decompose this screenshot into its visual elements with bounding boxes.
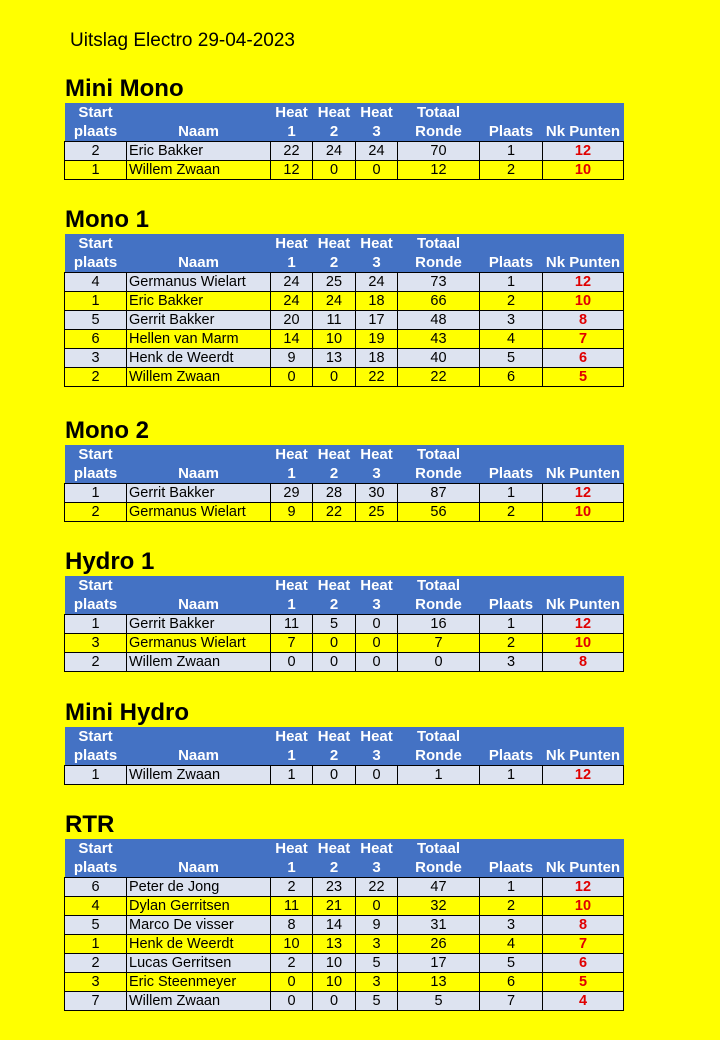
cell-naam: Germanus Wielart (127, 634, 271, 653)
table-row (65, 311, 624, 330)
table-row (65, 368, 624, 387)
cell-totaal: 70 (398, 142, 480, 161)
cell-start: 5 (65, 311, 127, 330)
table-row (65, 916, 624, 935)
cell-start: 1 (65, 161, 127, 180)
cell-heat3: 25 (356, 503, 398, 522)
cell-plaats: 5 (480, 954, 543, 973)
cell-heat2: 0 (313, 634, 356, 653)
section-title: Hydro 1 (65, 548, 155, 575)
results-table (64, 727, 624, 785)
cell-heat1: 2 (271, 954, 313, 973)
header-heat-2: Heat 2 (313, 103, 356, 142)
cell-heat1: 8 (271, 916, 313, 935)
header-start-plaats: Start plaats (65, 234, 127, 273)
cell-totaal: 13 (398, 973, 480, 992)
cell-heat2: 23 (313, 878, 356, 897)
cell-heat1: 22 (271, 142, 313, 161)
cell-heat3: 0 (356, 161, 398, 180)
section-title: Mono 1 (65, 206, 149, 233)
header-heat-3: Heat 3 (356, 103, 398, 142)
cell-heat1: 11 (271, 897, 313, 916)
results-section (64, 206, 623, 387)
header-plaats: Plaats (480, 727, 543, 766)
cell-start: 4 (65, 897, 127, 916)
cell-naam: Lucas Gerritsen (127, 954, 271, 973)
cell-heat3: 5 (356, 954, 398, 973)
header-nk-punten: Nk Punten (543, 445, 624, 484)
cell-naam: Gerrit Bakker (127, 484, 271, 503)
header-plaats: Plaats (480, 576, 543, 615)
results-section (64, 75, 623, 180)
cell-naam: Hellen van Marm (127, 330, 271, 349)
cell-plaats: 5 (480, 349, 543, 368)
cell-heat2: 14 (313, 916, 356, 935)
cell-plaats: 3 (480, 311, 543, 330)
header-heat-2: Heat 2 (313, 727, 356, 766)
cell-nk-punten: 8 (543, 653, 624, 672)
cell-naam: Eric Bakker (127, 292, 271, 311)
table-row (65, 954, 624, 973)
table-row (65, 634, 624, 653)
cell-totaal: 32 (398, 897, 480, 916)
results-table (64, 445, 624, 522)
table-row (65, 653, 624, 672)
cell-totaal: 31 (398, 916, 480, 935)
cell-plaats: 2 (480, 634, 543, 653)
cell-heat2: 0 (313, 161, 356, 180)
cell-naam: Germanus Wielart (127, 503, 271, 522)
cell-totaal: 0 (398, 653, 480, 672)
cell-heat1: 24 (271, 273, 313, 292)
cell-heat1: 2 (271, 878, 313, 897)
cell-heat1: 0 (271, 653, 313, 672)
cell-heat2: 28 (313, 484, 356, 503)
cell-heat2: 10 (313, 954, 356, 973)
header-heat-1: Heat 1 (271, 839, 313, 878)
cell-plaats: 7 (480, 992, 543, 1011)
cell-nk-punten: 10 (543, 161, 624, 180)
results-table (64, 839, 624, 1011)
table-row (65, 973, 624, 992)
cell-start: 2 (65, 142, 127, 161)
cell-nk-punten: 12 (543, 142, 624, 161)
cell-totaal: 48 (398, 311, 480, 330)
header-row (65, 234, 624, 273)
cell-totaal: 43 (398, 330, 480, 349)
cell-heat1: 1 (271, 766, 313, 785)
header-plaats: Plaats (480, 839, 543, 878)
results-table (64, 576, 624, 672)
header-heat-3: Heat 3 (356, 727, 398, 766)
cell-heat3: 24 (356, 273, 398, 292)
cell-start: 1 (65, 615, 127, 634)
cell-start: 3 (65, 634, 127, 653)
cell-plaats: 4 (480, 935, 543, 954)
cell-heat3: 30 (356, 484, 398, 503)
results-table (64, 103, 624, 180)
cell-plaats: 1 (480, 142, 543, 161)
header-row (65, 445, 624, 484)
cell-naam: Willem Zwaan (127, 161, 271, 180)
cell-heat1: 0 (271, 973, 313, 992)
cell-heat2: 10 (313, 973, 356, 992)
cell-heat3: 0 (356, 615, 398, 634)
cell-heat3: 17 (356, 311, 398, 330)
cell-heat2: 21 (313, 897, 356, 916)
header-heat-3: Heat 3 (356, 234, 398, 273)
cell-naam: Willem Zwaan (127, 992, 271, 1011)
header-heat-1: Heat 1 (271, 103, 313, 142)
cell-nk-punten: 10 (543, 503, 624, 522)
cell-naam: Gerrit Bakker (127, 615, 271, 634)
cell-totaal: 5 (398, 992, 480, 1011)
cell-start: 3 (65, 973, 127, 992)
cell-start: 4 (65, 273, 127, 292)
cell-start: 2 (65, 368, 127, 387)
table-row (65, 878, 624, 897)
cell-heat2: 0 (313, 653, 356, 672)
cell-nk-punten: 8 (543, 311, 624, 330)
cell-naam: Henk de Weerdt (127, 349, 271, 368)
section-title: Mini Hydro (65, 699, 189, 726)
cell-start: 1 (65, 484, 127, 503)
cell-heat2: 0 (313, 368, 356, 387)
cell-heat1: 0 (271, 368, 313, 387)
cell-heat3: 3 (356, 973, 398, 992)
table-row (65, 292, 624, 311)
header-nk-punten: Nk Punten (543, 839, 624, 878)
cell-plaats: 2 (480, 503, 543, 522)
cell-naam: Eric Steenmeyer (127, 973, 271, 992)
header-totaal-ronde: Totaal Ronde (398, 234, 480, 273)
cell-plaats: 3 (480, 916, 543, 935)
cell-naam: Marco De visser (127, 916, 271, 935)
header-naam: Naam (127, 103, 271, 142)
cell-heat1: 9 (271, 503, 313, 522)
header-start-plaats: Start plaats (65, 445, 127, 484)
cell-heat3: 18 (356, 349, 398, 368)
cell-heat2: 24 (313, 142, 356, 161)
cell-totaal: 1 (398, 766, 480, 785)
header-naam: Naam (127, 576, 271, 615)
table-row (65, 484, 624, 503)
cell-heat1: 0 (271, 992, 313, 1011)
results-section (64, 811, 623, 1011)
cell-plaats: 6 (480, 368, 543, 387)
header-heat-2: Heat 2 (313, 576, 356, 615)
cell-plaats: 1 (480, 484, 543, 503)
cell-totaal: 47 (398, 878, 480, 897)
header-plaats: Plaats (480, 234, 543, 273)
cell-naam: Willem Zwaan (127, 766, 271, 785)
cell-start: 6 (65, 878, 127, 897)
cell-start: 1 (65, 292, 127, 311)
header-totaal-ronde: Totaal Ronde (398, 839, 480, 878)
header-totaal-ronde: Totaal Ronde (398, 445, 480, 484)
cell-plaats: 2 (480, 292, 543, 311)
cell-nk-punten: 7 (543, 330, 624, 349)
results-section (64, 548, 623, 672)
cell-heat3: 22 (356, 878, 398, 897)
cell-plaats: 4 (480, 330, 543, 349)
header-row (65, 103, 624, 142)
cell-nk-punten: 10 (543, 292, 624, 311)
table-row (65, 273, 624, 292)
table-row (65, 935, 624, 954)
header-row (65, 727, 624, 766)
cell-nk-punten: 5 (543, 973, 624, 992)
cell-plaats: 2 (480, 161, 543, 180)
cell-plaats: 1 (480, 273, 543, 292)
header-heat-2: Heat 2 (313, 234, 356, 273)
cell-heat2: 5 (313, 615, 356, 634)
cell-heat2: 0 (313, 992, 356, 1011)
header-nk-punten: Nk Punten (543, 576, 624, 615)
header-totaal-ronde: Totaal Ronde (398, 727, 480, 766)
results-table (64, 234, 624, 387)
header-nk-punten: Nk Punten (543, 727, 624, 766)
header-heat-1: Heat 1 (271, 727, 313, 766)
cell-start: 5 (65, 916, 127, 935)
cell-heat1: 11 (271, 615, 313, 634)
cell-heat2: 0 (313, 766, 356, 785)
table-row (65, 503, 624, 522)
cell-heat1: 10 (271, 935, 313, 954)
cell-heat1: 24 (271, 292, 313, 311)
cell-start: 6 (65, 330, 127, 349)
header-nk-punten: Nk Punten (543, 234, 624, 273)
cell-heat2: 24 (313, 292, 356, 311)
table-row (65, 349, 624, 368)
cell-plaats: 3 (480, 653, 543, 672)
cell-nk-punten: 8 (543, 916, 624, 935)
cell-totaal: 56 (398, 503, 480, 522)
header-plaats: Plaats (480, 103, 543, 142)
cell-heat3: 0 (356, 634, 398, 653)
cell-totaal: 22 (398, 368, 480, 387)
cell-heat3: 0 (356, 653, 398, 672)
cell-start: 2 (65, 653, 127, 672)
cell-naam: Germanus Wielart (127, 273, 271, 292)
cell-nk-punten: 6 (543, 954, 624, 973)
cell-heat2: 13 (313, 935, 356, 954)
header-totaal-ronde: Totaal Ronde (398, 103, 480, 142)
cell-naam: Henk de Weerdt (127, 935, 271, 954)
cell-nk-punten: 10 (543, 634, 624, 653)
header-heat-3: Heat 3 (356, 576, 398, 615)
cell-totaal: 66 (398, 292, 480, 311)
cell-nk-punten: 6 (543, 349, 624, 368)
cell-totaal: 16 (398, 615, 480, 634)
table-row (65, 897, 624, 916)
table-row (65, 766, 624, 785)
cell-heat3: 19 (356, 330, 398, 349)
header-heat-3: Heat 3 (356, 445, 398, 484)
cell-heat3: 18 (356, 292, 398, 311)
header-totaal-ronde: Totaal Ronde (398, 576, 480, 615)
header-heat-2: Heat 2 (313, 839, 356, 878)
cell-plaats: 2 (480, 897, 543, 916)
cell-heat1: 14 (271, 330, 313, 349)
header-heat-1: Heat 1 (271, 234, 313, 273)
cell-heat3: 0 (356, 897, 398, 916)
cell-start: 1 (65, 766, 127, 785)
cell-heat2: 10 (313, 330, 356, 349)
cell-nk-punten: 12 (543, 878, 624, 897)
header-naam: Naam (127, 839, 271, 878)
cell-naam: Gerrit Bakker (127, 311, 271, 330)
cell-heat1: 7 (271, 634, 313, 653)
header-start-plaats: Start plaats (65, 839, 127, 878)
header-start-plaats: Start plaats (65, 103, 127, 142)
page-title: Uitslag Electro 29-04-2023 (70, 30, 295, 51)
cell-nk-punten: 12 (543, 766, 624, 785)
cell-totaal: 73 (398, 273, 480, 292)
header-heat-2: Heat 2 (313, 445, 356, 484)
cell-totaal: 7 (398, 634, 480, 653)
header-naam: Naam (127, 727, 271, 766)
cell-nk-punten: 12 (543, 484, 624, 503)
cell-naam: Eric Bakker (127, 142, 271, 161)
cell-nk-punten: 4 (543, 992, 624, 1011)
cell-totaal: 87 (398, 484, 480, 503)
cell-nk-punten: 12 (543, 273, 624, 292)
cell-totaal: 40 (398, 349, 480, 368)
table-row (65, 615, 624, 634)
cell-naam: Willem Zwaan (127, 368, 271, 387)
cell-plaats: 6 (480, 973, 543, 992)
cell-nk-punten: 10 (543, 897, 624, 916)
cell-nk-punten: 5 (543, 368, 624, 387)
cell-totaal: 12 (398, 161, 480, 180)
cell-totaal: 17 (398, 954, 480, 973)
results-section (64, 699, 623, 785)
table-row (65, 142, 624, 161)
section-title: Mini Mono (65, 75, 184, 102)
cell-heat2: 11 (313, 311, 356, 330)
header-plaats: Plaats (480, 445, 543, 484)
header-row (65, 576, 624, 615)
header-start-plaats: Start plaats (65, 576, 127, 615)
table-row (65, 992, 624, 1011)
cell-heat3: 0 (356, 766, 398, 785)
cell-start: 3 (65, 349, 127, 368)
cell-start: 2 (65, 503, 127, 522)
cell-heat3: 5 (356, 992, 398, 1011)
header-start-plaats: Start plaats (65, 727, 127, 766)
cell-start: 7 (65, 992, 127, 1011)
header-naam: Naam (127, 445, 271, 484)
header-heat-1: Heat 1 (271, 576, 313, 615)
cell-start: 1 (65, 935, 127, 954)
cell-heat1: 20 (271, 311, 313, 330)
cell-totaal: 26 (398, 935, 480, 954)
results-section (64, 417, 623, 522)
cell-heat1: 12 (271, 161, 313, 180)
cell-heat1: 29 (271, 484, 313, 503)
header-naam: Naam (127, 234, 271, 273)
cell-nk-punten: 7 (543, 935, 624, 954)
cell-plaats: 1 (480, 878, 543, 897)
cell-heat2: 13 (313, 349, 356, 368)
cell-nk-punten: 12 (543, 615, 624, 634)
cell-heat2: 22 (313, 503, 356, 522)
section-title: RTR (65, 811, 115, 838)
cell-start: 2 (65, 954, 127, 973)
cell-heat3: 24 (356, 142, 398, 161)
header-heat-3: Heat 3 (356, 839, 398, 878)
cell-heat2: 25 (313, 273, 356, 292)
header-heat-1: Heat 1 (271, 445, 313, 484)
cell-heat1: 9 (271, 349, 313, 368)
cell-heat3: 9 (356, 916, 398, 935)
header-nk-punten: Nk Punten (543, 103, 624, 142)
cell-naam: Dylan Gerritsen (127, 897, 271, 916)
section-title: Mono 2 (65, 417, 149, 444)
cell-naam: Peter de Jong (127, 878, 271, 897)
header-row (65, 839, 624, 878)
table-row (65, 161, 624, 180)
cell-heat3: 3 (356, 935, 398, 954)
cell-plaats: 1 (480, 766, 543, 785)
cell-naam: Willem Zwaan (127, 653, 271, 672)
cell-plaats: 1 (480, 615, 543, 634)
cell-heat3: 22 (356, 368, 398, 387)
table-row (65, 330, 624, 349)
